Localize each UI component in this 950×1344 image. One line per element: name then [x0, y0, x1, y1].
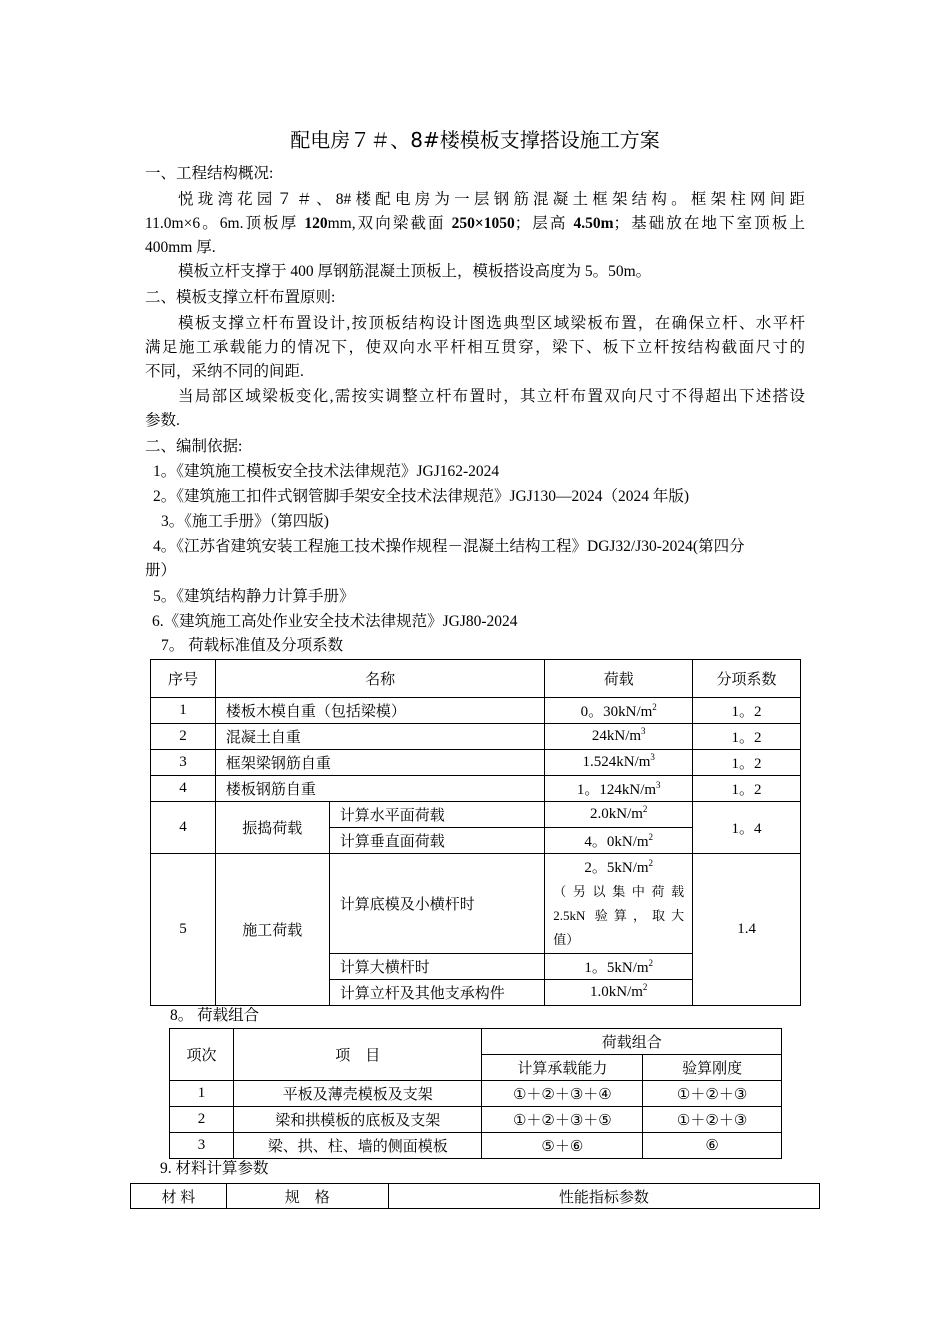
paragraph-line: 当局部区域梁板变化,需按实调整立杆布置时，其立杆布置双向尺寸不得超出下述搭设 — [178, 388, 805, 405]
load-value-line — [553, 856, 684, 880]
column-header: 名称 — [215, 660, 544, 698]
load-standard-table — [150, 659, 801, 1006]
table-row — [170, 1107, 782, 1133]
paragraph-line: 不同，采纳不同的间距. — [145, 363, 304, 380]
cell: ①＋②＋③ — [643, 1081, 782, 1107]
load-value: 24kN/m — [591, 728, 642, 744]
cell: 1。2 — [693, 750, 801, 776]
column-header: 材 料 — [131, 1184, 227, 1209]
table-row — [151, 724, 801, 750]
cell: 计算垂直面荷载 — [329, 828, 545, 854]
bold-value: 250×1050 — [451, 215, 515, 232]
load-combination-table — [169, 1028, 782, 1159]
cell — [545, 954, 693, 980]
cell: 混凝土自重 — [215, 724, 544, 750]
cell: 梁和拱模板的底板及支架 — [233, 1107, 482, 1133]
cell: 计算立杆及其他支承构件 — [329, 980, 545, 1006]
cell — [545, 776, 693, 802]
load-value: 1.0kN/m — [589, 984, 643, 1000]
column-header: 验算刚度 — [643, 1055, 782, 1081]
cell: 1 — [170, 1081, 234, 1107]
text-run: ；层高 — [514, 215, 574, 232]
text-run: mm,双向梁截面 — [327, 215, 452, 232]
load-value: 1.524kN/m — [582, 754, 651, 770]
paragraph-line: 400mm 厚. — [145, 239, 216, 256]
load-value: 4。0kN/m — [584, 834, 649, 850]
cell: ①＋②＋③ — [643, 1107, 782, 1133]
cell: ⑥ — [643, 1133, 782, 1159]
table-row — [151, 802, 801, 828]
cell — [545, 854, 693, 954]
cell: 1。2 — [693, 776, 801, 802]
cell — [545, 828, 693, 854]
reference-item: 4。《江苏省建筑安装工程施工技术操作规程－混凝土结构工程》DGJ32/J30-2024(第四分 — [153, 538, 745, 555]
cell: 楼板木模自重（包括梁模） — [215, 698, 544, 724]
table-row — [170, 1081, 782, 1107]
cell: 4 — [151, 802, 216, 854]
cell: 1。4 — [693, 802, 801, 854]
unit-exponent: 3 — [641, 726, 646, 736]
reference-item: 5。《建筑结构静力计算手册》 — [153, 588, 355, 605]
cell: 振捣荷载 — [215, 802, 329, 854]
table-header-row — [131, 1184, 820, 1209]
paragraph-line: 参数. — [145, 412, 180, 429]
cell: ⑤＋⑥ — [482, 1133, 643, 1159]
cell: 1 — [151, 698, 216, 724]
paragraph-line — [145, 214, 805, 234]
material-params-table — [130, 1183, 820, 1209]
cell: 框架梁钢筋自重 — [215, 750, 544, 776]
cell — [545, 698, 693, 724]
paragraph-line: 悦珑湾花园７＃、8#楼配电房为一层钢筋混凝土框架结构。框架柱网间距 — [178, 191, 805, 208]
paragraph-line: 模板立杆支撑于 400 厚钢筋混凝土顶板上，模板搭设高度为 5。50m。 — [178, 263, 652, 280]
unit-exponent: 2 — [648, 857, 654, 868]
paragraph-line: 满足施工承载能力的情况下，使双向水平杆相互贯穿，梁下、板下立杆按结构截面尺寸的 — [145, 339, 805, 356]
column-header: 项次 — [170, 1029, 234, 1081]
table-caption: 8。 荷载组合 — [170, 1007, 260, 1024]
cell: 计算底模及小横杆时 — [329, 854, 545, 954]
cell — [545, 802, 693, 828]
cell: 计算大横杆时 — [329, 954, 545, 980]
note-line: 值） — [553, 931, 580, 947]
table-caption: 7。 荷载标准值及分项系数 — [161, 637, 344, 654]
section-heading: 一、工程结构概况: — [145, 165, 274, 182]
table-row — [170, 1133, 782, 1159]
text-run: 11.0m×6。6m.顶板厚 — [145, 215, 305, 232]
load-value: 2。5kN/m — [584, 859, 649, 876]
unit-exponent: 2 — [652, 702, 657, 712]
cell: 梁、拱、柱、墙的侧面模板 — [233, 1133, 482, 1159]
table-header-row — [170, 1029, 782, 1055]
note-line: （另以集中荷载 — [553, 883, 685, 899]
column-header: 计算承载能力 — [482, 1055, 643, 1081]
cell — [545, 980, 693, 1006]
section-heading: 二、编制依据: — [145, 438, 243, 455]
column-header: 分项系数 — [693, 660, 801, 698]
cell: 5 — [151, 854, 216, 1006]
table-row — [151, 776, 801, 802]
bold-value: 4.50m — [573, 215, 614, 232]
section-heading: 二、模板支撑立杆布置原则: — [145, 289, 336, 306]
page-title: 配电房７＃、8#楼模板支撑搭设施工方案 — [290, 128, 660, 152]
cell: ①＋②＋③＋⑤ — [482, 1107, 643, 1133]
unit-exponent: 2 — [648, 832, 654, 842]
load-value: 0。30kN/m — [580, 704, 653, 720]
cell: 平板及薄壳模板及支架 — [233, 1081, 482, 1107]
paragraph-line: 模板支撑立杆布置设计,按顶板结构设计图选典型区域梁板布置，在确保立杆、水平杆 — [178, 315, 805, 332]
unit-exponent: 2 — [642, 804, 648, 814]
cell: 1.4 — [693, 854, 801, 1006]
table-row — [151, 854, 801, 954]
load-value: 1。124kN/m — [576, 782, 657, 798]
cell: 楼板钢筋自重 — [215, 776, 544, 802]
cell: 3 — [151, 750, 216, 776]
cell: 计算水平面荷载 — [329, 802, 545, 828]
cell — [545, 724, 693, 750]
column-header: 荷载 — [545, 660, 693, 698]
unit-exponent: 2 — [642, 982, 648, 992]
reference-item: 3。《施工手册》（第四版) — [161, 513, 329, 530]
cell: 4 — [151, 776, 216, 802]
cell: 1。2 — [693, 698, 801, 724]
load-value: 2.0kN/m — [589, 806, 643, 822]
reference-item: 6.《建筑施工高处作业安全技术法律规范》JGJ80-2024 — [152, 613, 518, 630]
column-header: 规 格 — [226, 1184, 388, 1209]
unit-exponent: 3 — [650, 752, 655, 762]
cell — [545, 750, 693, 776]
load-value: 1。5kN/m — [584, 960, 649, 976]
column-header: 序号 — [151, 660, 216, 698]
cell: 2 — [151, 724, 216, 750]
reference-item: 1。《建筑施工模板安全技术法律规范》JGJ162-2024 — [153, 463, 500, 480]
table-header-row — [151, 660, 801, 698]
unit-exponent: 3 — [656, 780, 661, 790]
table-caption: 9. 材料计算参数 — [160, 1160, 269, 1177]
text-run: ；基础放在地下室顶板上 — [613, 215, 805, 232]
table-row — [151, 750, 801, 776]
unit-exponent: 2 — [648, 958, 654, 968]
cell: 2 — [170, 1107, 234, 1133]
note-line: 2.5kN 验算，取大 — [553, 907, 685, 923]
cell: 3 — [170, 1133, 234, 1159]
cell: 施工荷载 — [215, 854, 329, 1006]
table-row — [151, 698, 801, 724]
column-header: 项 目 — [233, 1029, 482, 1081]
reference-item: 册） — [145, 562, 177, 579]
reference-item: 2。《建筑施工扣件式钢管脚手架安全技术法律规范》JGJ130—2024（2024 年版) — [153, 488, 690, 505]
bold-value: 120 — [304, 215, 328, 232]
column-header: 荷载组合 — [482, 1029, 782, 1055]
column-header: 性能指标参数 — [388, 1184, 819, 1209]
cell: ①＋②＋③＋④ — [482, 1081, 643, 1107]
cell: 1。2 — [693, 724, 801, 750]
